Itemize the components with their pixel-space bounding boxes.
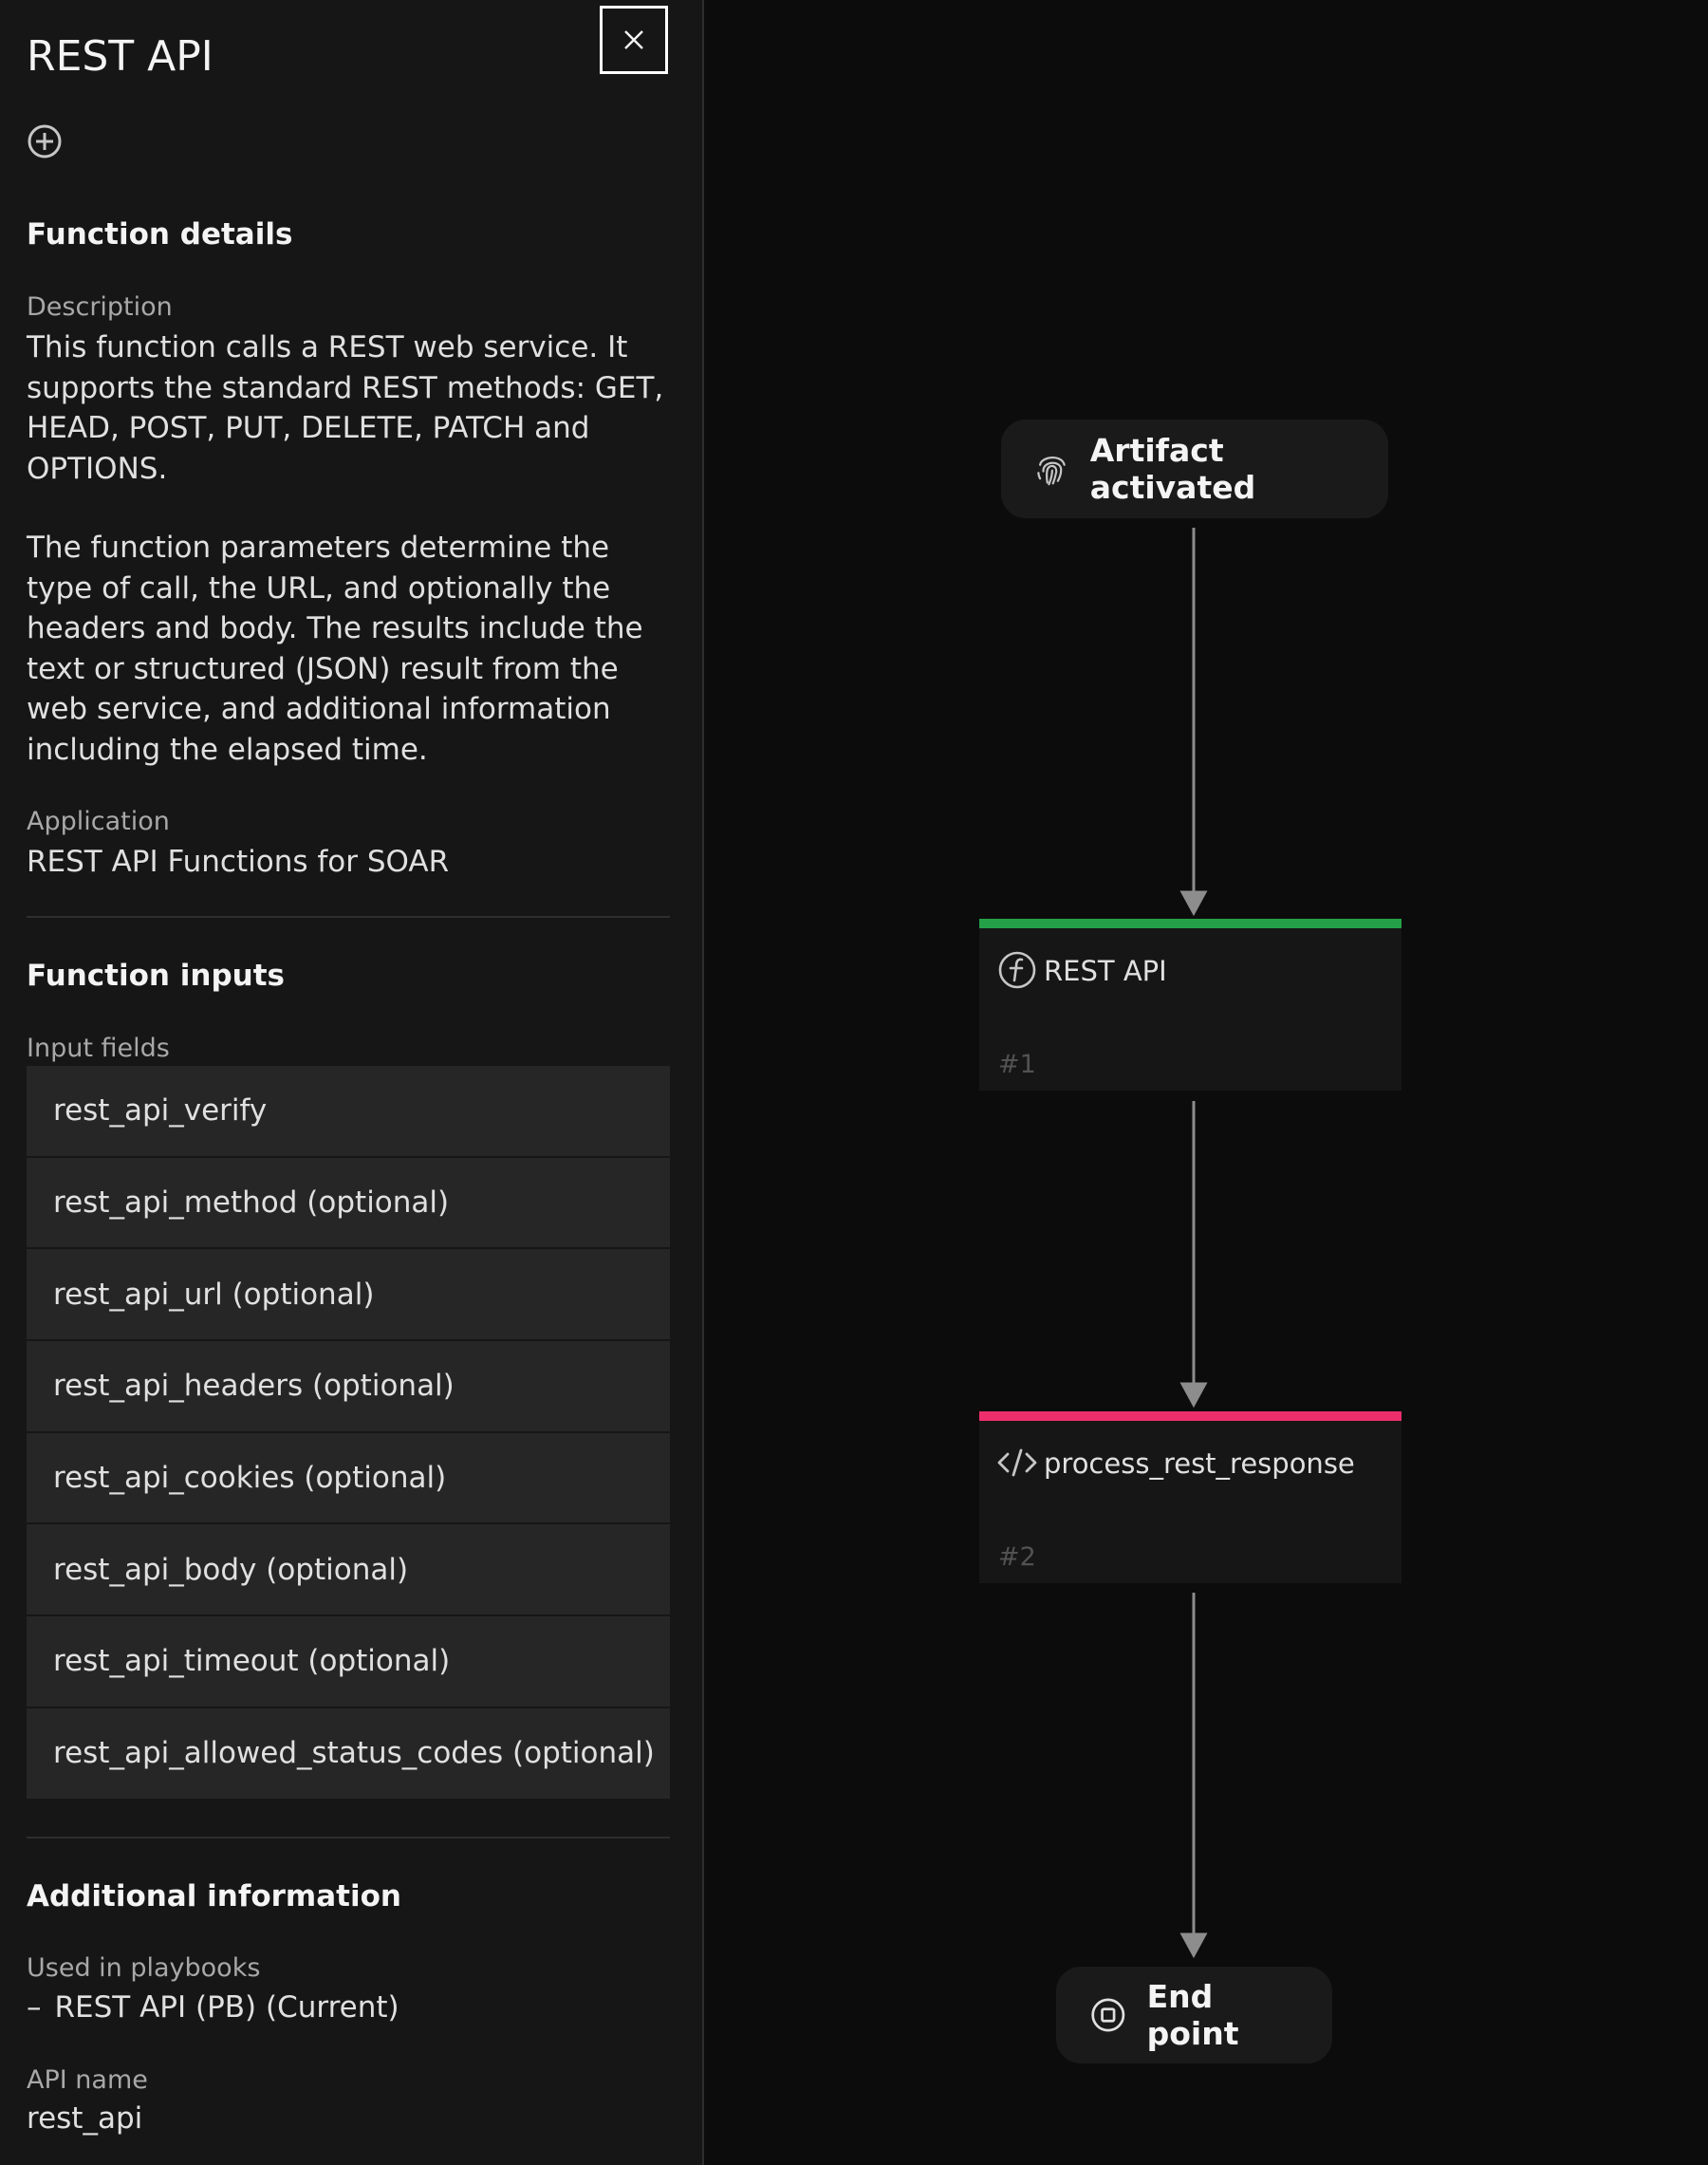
input-field-rest-api-method[interactable]: rest_api_method (optional) [27,1158,670,1250]
task-node-rest-api[interactable] [979,919,1402,1091]
used-in-playbooks-label: Used in playbooks [27,1953,261,1983]
description-label: Description [27,292,173,322]
task-number: #2 [998,1542,1036,1572]
code-icon [996,1442,1038,1484]
end-node[interactable] [1056,1967,1332,2063]
close-button[interactable] [600,6,668,74]
playbook-list-item [27,1990,399,2025]
function-inputs-heading: Function inputs [27,959,285,993]
additional-information-heading: Additional information [27,1879,401,1913]
input-field-rest-api-verify[interactable]: rest_api_verify [27,1066,670,1158]
list-bullet: – [27,1990,42,2025]
api-name-label: API name [27,2065,148,2095]
fingerprint-icon [1035,447,1069,491]
close-icon [622,28,645,51]
api-name-value: rest_api [27,2101,143,2136]
task-status-bar [979,1411,1402,1421]
playbook-canvas[interactable] [706,0,1708,2165]
input-field-rest-api-url[interactable]: rest_api_url (optional) [27,1249,670,1341]
input-field-rest-api-headers[interactable]: rest_api_headers (optional) [27,1341,670,1433]
task-status-bar [979,919,1402,928]
input-field-rest-api-body[interactable]: rest_api_body (optional) [27,1524,670,1616]
description-paragraph-1: This function calls a REST web service. It supports the standard REST methods: GET, HEAD, POST, PUT, DELETE, PATCH and OPTIONS. [27,330,664,486]
add-circle-icon[interactable] [27,123,63,159]
input-fields-label: Input fields [27,1034,170,1063]
panel-title: REST API [27,32,214,81]
input-field-rest-api-timeout[interactable]: rest_api_timeout (optional) [27,1616,670,1708]
application-value: REST API Functions for SOAR [27,845,450,879]
task-number: #1 [998,1050,1036,1079]
playbook-link[interactable]: REST API (PB) (Current) [54,1990,399,2025]
input-field-rest-api-cookies[interactable]: rest_api_cookies (optional) [27,1433,670,1525]
end-node-label: End point [1146,1978,1239,2052]
start-node-artifact-activated[interactable] [1001,420,1388,518]
input-field-rest-api-allowed-status-codes[interactable]: rest_api_allowed_status_codes (optional) [27,1708,670,1801]
task-label: REST API [1044,955,1167,987]
start-node-label: Artifact activated [1089,432,1256,506]
function-details-panel [0,0,704,2165]
stop-icon [1090,1995,1126,2035]
task-label: process_rest_response [1044,1447,1355,1480]
task-node-process-rest-response[interactable] [979,1411,1402,1583]
section-divider [27,916,670,918]
application-label: Application [27,807,170,836]
function-icon [996,949,1038,991]
section-divider [27,1837,670,1838]
function-details-heading: Function details [27,217,293,252]
description-paragraph-2: The function parameters determine the type of call, the URL, and optionally the headers and body. The results include the text or structured (JSON) result from the web service, and additional information including the elapsed time. [27,531,643,767]
input-fields-list [27,1066,670,1801]
